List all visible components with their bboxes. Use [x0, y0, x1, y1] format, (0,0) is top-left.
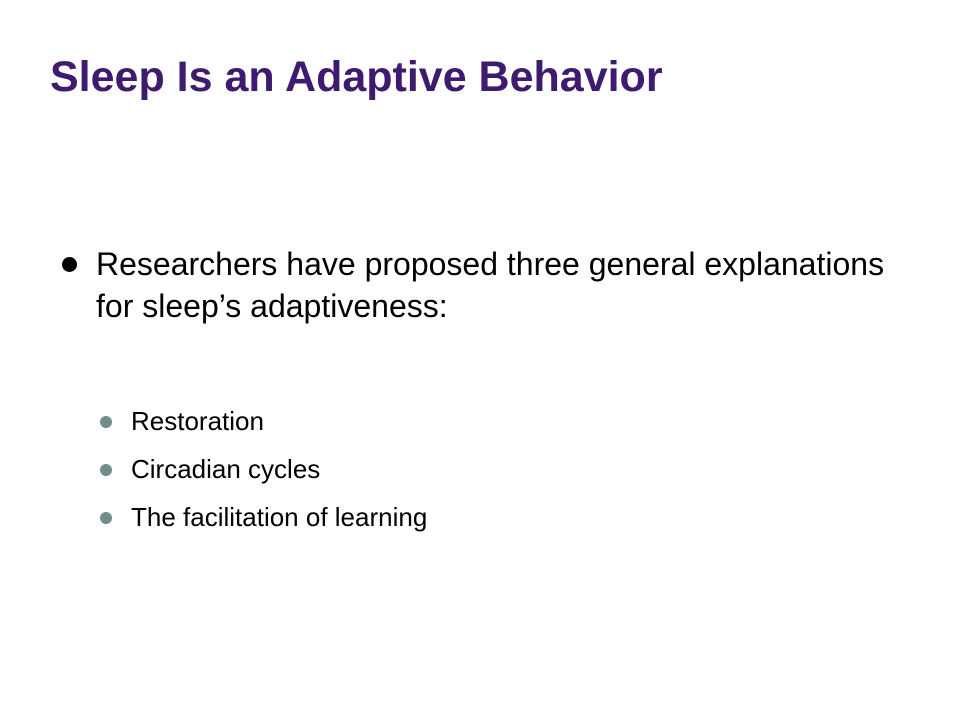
sub-bullet-facilitation-of-learning — [96, 497, 427, 545]
sub-bullet-text: The facilitation of learning — [131, 502, 428, 532]
sub-bullet-dot-icon — [100, 464, 112, 476]
sub-bullet-dot-icon — [100, 416, 112, 428]
sub-bullet-circadian-cycles — [96, 449, 427, 497]
slide-title: Sleep Is an Adaptive Behavior — [50, 53, 663, 101]
bullet-dot-icon — [62, 257, 77, 272]
main-bullet-text: Researchers have proposed three general explanations for sleep’s adaptiveness: — [96, 246, 885, 324]
sub-bullet-text: Restoration — [131, 406, 264, 436]
sub-bullet-dot-icon — [100, 512, 112, 524]
sub-bullet-list — [96, 401, 427, 545]
sub-bullet-text: Circadian cycles — [131, 454, 321, 484]
main-bullet — [60, 243, 920, 327]
sub-bullet-restoration — [96, 401, 427, 449]
